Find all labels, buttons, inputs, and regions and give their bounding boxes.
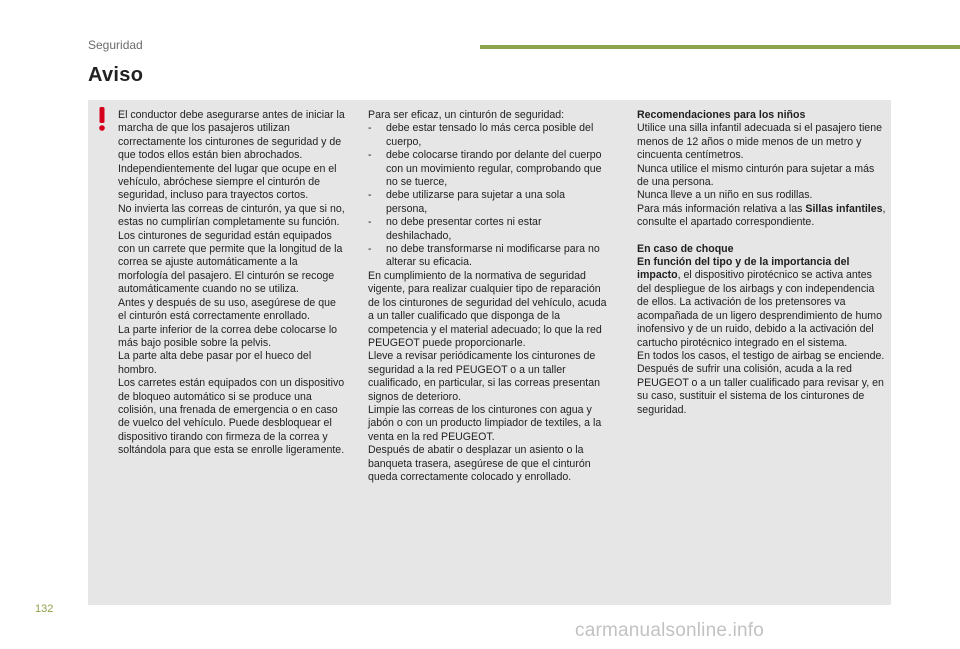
warning-column-belt-care	[368, 109, 608, 484]
paragraph: Lleve a revisar periódicamente los cinturones de seguridad a la red PEUGEOT o a un taller cualificado, en particular, si las correas presentan signos de deterioro.	[368, 350, 601, 403]
warning-column-driver	[118, 109, 346, 458]
page-number: 132	[35, 603, 54, 615]
paragraph: Independientemente del lugar que ocupe en el vehículo, abróchese siempre el cinturón de seguridad, incluso para trayectos cortos.	[118, 162, 337, 202]
page-title: Aviso	[88, 64, 144, 86]
spacer	[637, 230, 887, 243]
reference-suffix: , consulte el apartado correspondiente.	[637, 202, 886, 229]
belt-requirements-list	[368, 122, 608, 269]
paragraph: En todos los casos, el testigo de airbag se enciende.	[637, 349, 885, 362]
crash-emphasis: En función del tipo y de la importancia del impacto	[637, 256, 850, 282]
list-dash: -	[368, 122, 372, 135]
watermark: carmanualsonline.info	[575, 620, 765, 641]
paragraph: En cumplimiento de la normativa de seguridad vigente, para realizar cualquier tipo de reparación de los cinturones de seguridad del vehículo, acuda a un taller cualificado que disponga de la competencia y el material adecuado; lo que la red PEUGEOT puede proporcionarle.	[368, 269, 607, 349]
crash-text: , el dispositivo pirotécnico se activa antes del despliegue de los airbags y con independencia de ellos. La activación de los pretensores va acompañada de un ligero desprendimiento de humo inofensivo y de un ruido, debido a la activación del cartucho pirotécnico integrado en el sistema.	[637, 269, 883, 349]
list-item	[368, 122, 608, 149]
list-dash: -	[368, 216, 372, 229]
child-seats-reference	[637, 203, 887, 230]
section-divider-bar	[480, 45, 960, 49]
crash-heading: En caso de choque	[637, 242, 734, 255]
list-item-text: debe utilizarse para sujetar a una sola persona,	[386, 189, 566, 215]
paragraph: Antes y después de su uso, asegúrese de que el cinturón está correctamente enrollado.	[118, 296, 336, 323]
exclamation-warning-icon	[96, 106, 108, 132]
list-intro: Para ser eficaz, un cinturón de seguridad:	[368, 109, 565, 121]
reference-prefix: Para más información relativa a las	[637, 202, 803, 215]
list-item	[368, 149, 608, 189]
list-item	[368, 243, 608, 270]
paragraph: No invierta las correas de cinturón, ya que si no, estas no cumplirían completamente su función.	[118, 202, 345, 229]
paragraph: Nunca utilice el mismo cinturón para sujetar a más de una persona.	[637, 162, 875, 189]
paragraph: Después de sufrir una colisión, acuda a la red PEUGEOT o a un taller cualificado para revisar y, en su caso, sustituir el sistema de los cinturones de seguridad.	[637, 363, 884, 416]
paragraph: Nunca lleve a un niño en sus rodillas.	[637, 189, 813, 202]
child-seats-link-text: Sillas infantiles	[805, 202, 883, 215]
paragraph: Utilice una silla infantil adecuada si el pasajero tiene menos de 12 años o mide menos de un metro y cincuenta centímetros.	[637, 122, 882, 162]
crash-paragraph	[637, 256, 887, 350]
warning-column-children-crash	[637, 109, 887, 417]
paragraph: La parte inferior de la correa debe colocarse lo más bajo posible sobre la pelvis.	[118, 323, 338, 349]
list-item-text: no debe presentar cortes ni estar deshilachado,	[386, 216, 542, 242]
list-item	[368, 216, 608, 243]
paragraph: Los carretes están equipados con un dispositivo de bloqueo automático si se produce una colisión, una frenada de emergencia o en caso de vuelco del vehículo. Puede desbloquear el dispositivo tirando con firmeza de la correa y soltándola para que esta se enrolle ligeramente.	[118, 377, 345, 457]
list-item-text: debe estar tensado lo más cerca posible del cuerpo,	[386, 122, 594, 148]
paragraph: Después de abatir o desplazar un asiento o la banqueta trasera, asegúrese de que el cinturón queda correctamente colocado y enrollado.	[368, 444, 591, 483]
list-dash: -	[368, 149, 372, 162]
paragraph: Limpie las correas de los cinturones con agua y jabón o con un producto limpiador de textiles, a la venta en la red PEUGEOT.	[368, 403, 602, 443]
list-item-text: no debe transformarse ni modificarse para no alterar su eficacia.	[386, 243, 600, 269]
children-heading: Recomendaciones para los niños	[637, 109, 806, 121]
list-dash: -	[368, 243, 372, 256]
list-item	[368, 189, 608, 216]
list-item-text: debe colocarse tirando por delante del cuerpo con un movimiento regular, comprobando que no se tuerce,	[386, 149, 602, 189]
list-dash: -	[368, 189, 372, 202]
paragraph: Los cinturones de seguridad están equipados con un carrete que permite que la longitud de la correa se ajuste automáticamente a la morfología del pasajero. El cinturón se recoge automáticamente cuando no se utiliza.	[118, 229, 343, 296]
paragraph: La parte alta debe pasar por el hueco del hombro.	[118, 350, 312, 376]
section-label: Seguridad	[88, 38, 143, 52]
paragraph: El conductor debe asegurarse antes de iniciar la marcha de que los pasajeros utilizan correctamente los cinturones de seguridad y de que todos ellos están bien abrochados.	[118, 109, 345, 162]
